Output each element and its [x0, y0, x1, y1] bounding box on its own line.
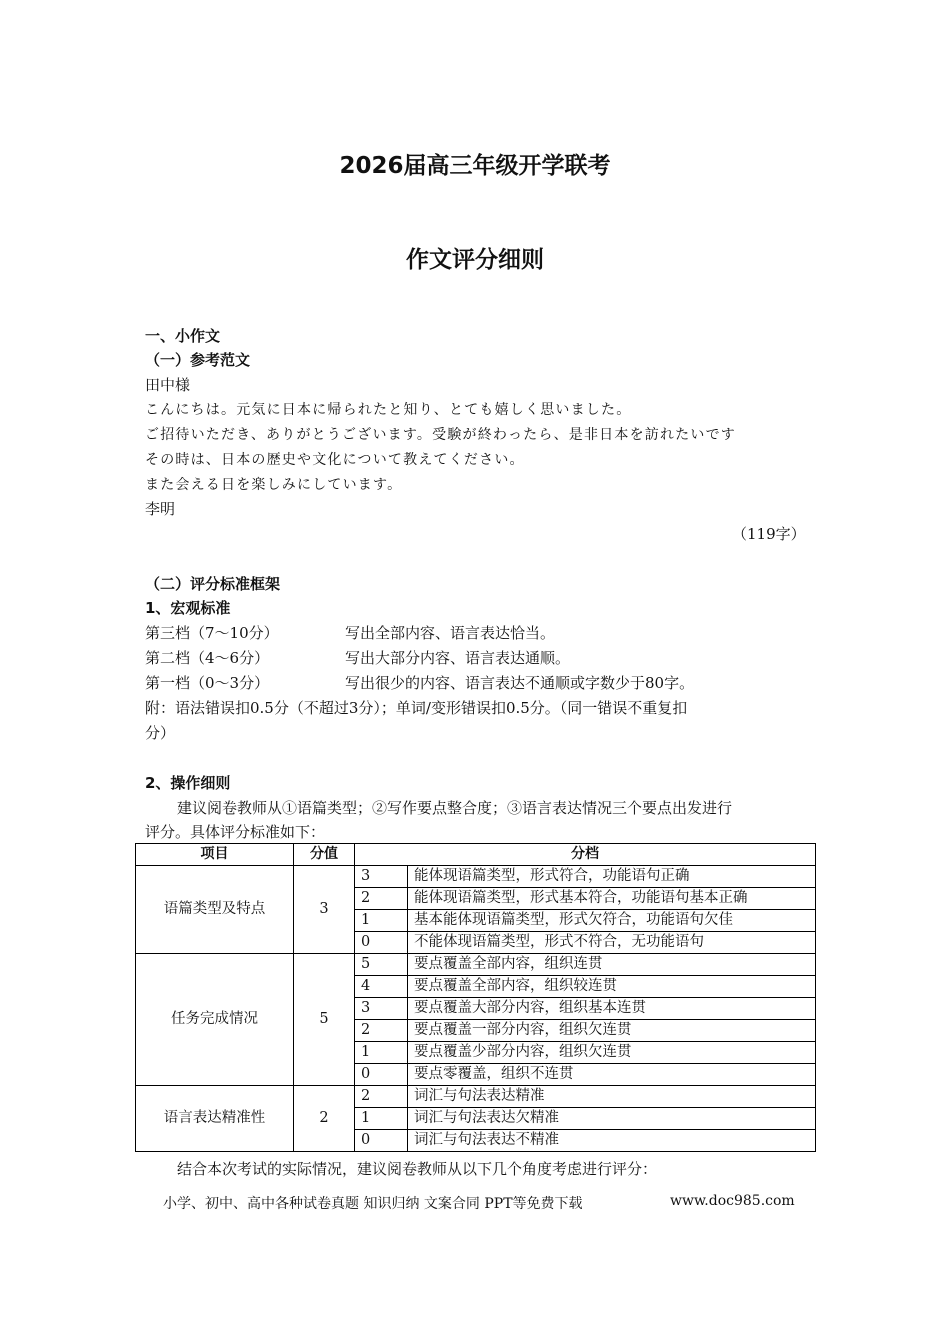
operation-intro-cont: 评分。具体评分标准如下： [145, 823, 326, 841]
table-row [136, 1086, 816, 1108]
grade-score: 0 [355, 1064, 408, 1086]
level-desc: 写出很少的内容、语言表达不通顺或字数少于80字。 [345, 674, 695, 692]
operation-heading: 2、操作细则 [145, 774, 231, 792]
grade-score: 2 [355, 888, 408, 910]
grade-desc: 不能体现语篇类型，形式不符合，无功能语句 [408, 932, 816, 954]
grade-score: 2 [355, 1086, 408, 1108]
section-heading: 一、小作文 [145, 327, 221, 345]
closing-paragraph: 结合本次考试的实际情况，建议阅卷教师从以下几个角度考虑进行评分： [177, 1160, 658, 1178]
grade-desc: 词汇与句法表达精准 [408, 1086, 816, 1108]
score-cell: 5 [294, 954, 355, 1086]
grade-desc: 要点零覆盖，组织不连贯 [408, 1064, 816, 1086]
item-cell: 任务完成情况 [136, 954, 294, 1086]
grade-score: 0 [355, 1130, 408, 1152]
table-header-row [136, 844, 816, 866]
grade-score: 5 [355, 954, 408, 976]
grade-desc: 词汇与句法表达欠精准 [408, 1108, 816, 1130]
word-count: （119字） [732, 525, 806, 543]
grade-desc: 基本能体现语篇类型，形式欠符合，功能语句欠佳 [408, 910, 816, 932]
grade-score: 1 [355, 910, 408, 932]
scoring-table [135, 843, 816, 1152]
item-cell: 语篇类型及特点 [136, 866, 294, 954]
grade-desc: 要点覆盖一部分内容，组织欠连贯 [408, 1020, 816, 1042]
deduction-note-cont: 分） [145, 724, 176, 742]
item-cell: 语言表达精准性 [136, 1086, 294, 1152]
grade-score: 4 [355, 976, 408, 998]
level-desc: 写出全部内容、语言表达恰当。 [345, 624, 556, 642]
grade-desc: 要点覆盖少部分内容，组织欠连贯 [408, 1042, 816, 1064]
level-label: 第三档（7～10分） [145, 624, 279, 642]
operation-intro: 建议阅卷教师从①语篇类型；②写作要点整合度；③语言表达情况三个要点出发进行 [177, 799, 733, 817]
level-desc: 写出大部分内容、语言表达通顺。 [345, 649, 571, 667]
letter-line: また会える日を楽しみにしています。 [145, 477, 403, 493]
grade-desc: 能体现语篇类型，形式基本符合，功能语句基本正确 [408, 888, 816, 910]
letter-line: ご招待いただき、ありがとうございます。受験が終わったら、是非日本を訪れたいです [145, 427, 736, 443]
table-row [136, 954, 816, 976]
grade-score: 1 [355, 1108, 408, 1130]
letter-line: こんにちは。元気に日本に帰られたと知り、とても嬉しく思いました。 [145, 402, 632, 418]
level-label: 第一档（0～3分） [145, 674, 270, 692]
macro-heading: 1、宏观标准 [145, 599, 231, 617]
score-cell: 2 [294, 1086, 355, 1152]
footer-url[interactable]: www.doc985.com [670, 1193, 795, 1209]
grade-score: 3 [355, 998, 408, 1020]
grade-score: 0 [355, 932, 408, 954]
header-item: 项目 [136, 844, 294, 866]
grade-desc: 词汇与句法表达不精准 [408, 1130, 816, 1152]
letter-signature: 李明 [145, 500, 176, 518]
part-heading: （一）参考范文 [145, 351, 251, 369]
grade-desc: 能体现语篇类型，形式符合，功能语句正确 [408, 866, 816, 888]
header-grade: 分档 [355, 844, 816, 866]
grade-desc: 要点覆盖全部内容，组织较连贯 [408, 976, 816, 998]
header-score: 分值 [294, 844, 355, 866]
page-subtitle: 作文评分细则 [406, 247, 544, 273]
part-heading: （二）评分标准框架 [145, 575, 281, 593]
score-cell: 3 [294, 866, 355, 954]
grade-score: 3 [355, 866, 408, 888]
footer-text: 小学、初中、高中各种试卷真题 知识归纳 文案合同 PPT等免费下载 [163, 1196, 583, 1212]
letter-salutation: 田中様 [145, 376, 191, 394]
letter-line: その時は、日本の歴史や文化について教えてください。 [145, 452, 525, 468]
table-row [136, 866, 816, 888]
grade-desc: 要点覆盖大部分内容，组织基本连贯 [408, 998, 816, 1020]
page-title: 2026届高三年级开学联考 [339, 153, 611, 179]
level-label: 第二档（4～6分） [145, 649, 270, 667]
deduction-note: 附：语法错误扣0.5分（不超过3分）；单词/变形错误扣0.5分。（同一错误不重复扣 [145, 699, 688, 717]
grade-desc: 要点覆盖全部内容，组织连贯 [408, 954, 816, 976]
grade-score: 2 [355, 1020, 408, 1042]
grade-score: 1 [355, 1042, 408, 1064]
